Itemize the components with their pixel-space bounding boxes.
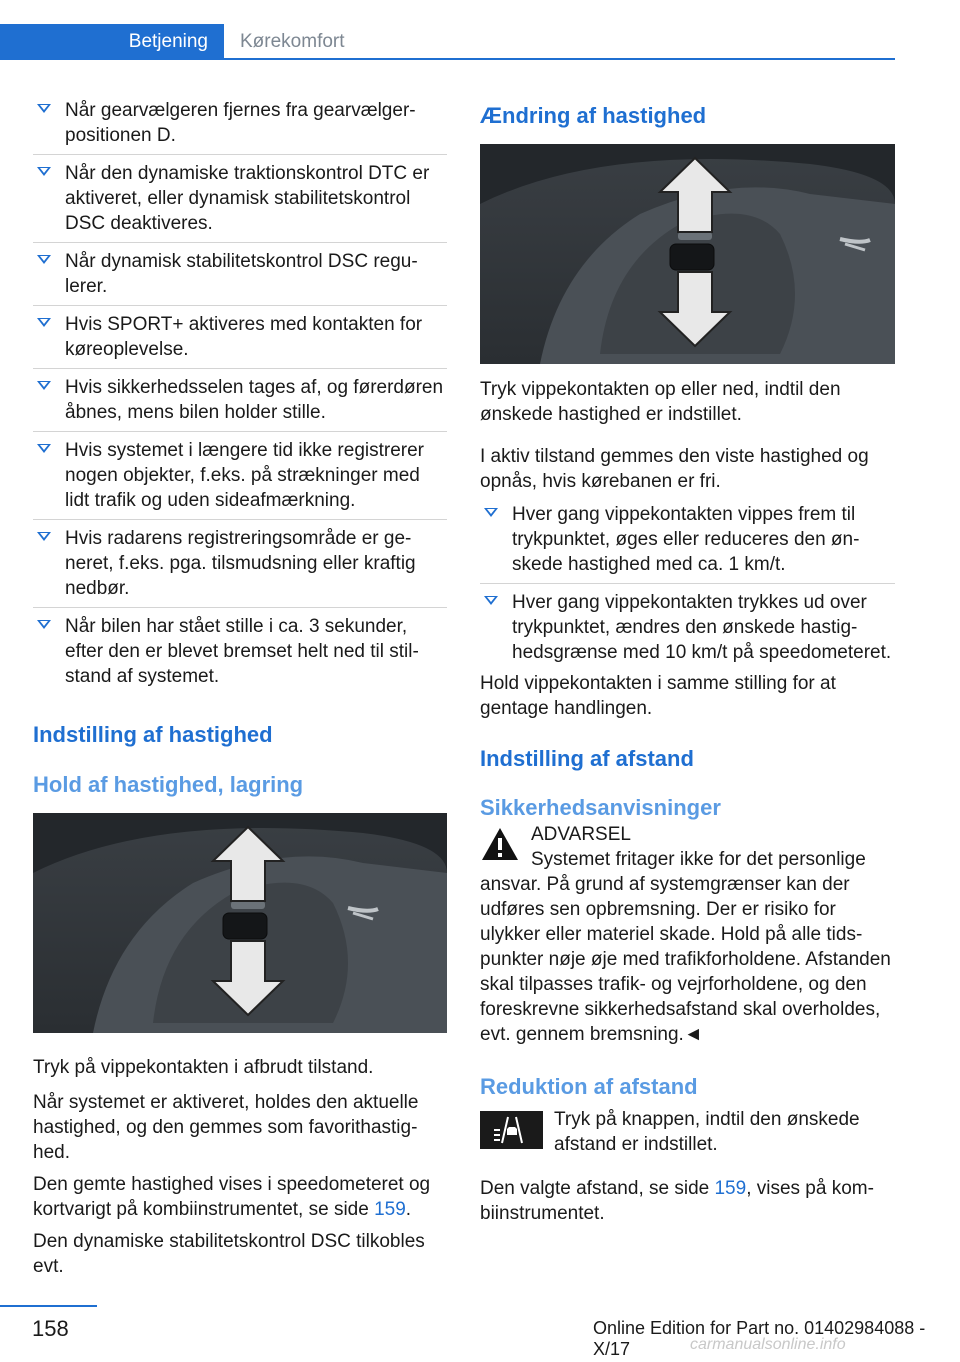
list-item: Når dynamisk stabilitetskontrol DSC regulerer. (33, 243, 447, 306)
page-link[interactable]: 159 (374, 1199, 406, 1220)
list-item: Hvis systemet i længere tid ikke registrerer nogen objekter, f.eks. på strækninger med lidt trafik og uden sideafmærkning. (33, 432, 447, 520)
tab-korekomfort[interactable]: Kørekomfort (240, 31, 345, 52)
paragraph: Når systemet er aktiveret, holdes den aktuelle hastighed, og den gemmes som favorithastighed. (33, 1092, 419, 1163)
triangle-bullet-icon (482, 595, 500, 605)
footer-divider (0, 1305, 97, 1307)
list-item: Når bilen har stået stille i ca. 3 sekunder, efter den er blevet bremset helt ned til stilstand af systemet. (33, 608, 447, 695)
triangle-bullet-icon (35, 380, 53, 390)
paragraph: Tryk vippekontakten op eller ned, indtil den ønskede hastighed er indstillet. (480, 379, 841, 425)
steering-wheel-figure (480, 144, 895, 364)
steering-wheel-figure (33, 813, 447, 1033)
distance-button-icon (480, 1111, 543, 1149)
header-tabs (0, 24, 895, 60)
button-instruction: Tryk på knappen, indtil den ønskede afstand er indstillet. (554, 1109, 860, 1155)
tab-betjening[interactable]: Betjening (0, 24, 224, 60)
condition-list (33, 92, 447, 695)
subsection-title: Sikkerhedsanvisninger (480, 795, 721, 820)
triangle-bullet-icon (35, 317, 53, 327)
paragraph: Den gemte hastighed vises i speedometeret og kortvarigt på kombiinstrumentet, se side 159. (33, 1174, 431, 1220)
triangle-bullet-icon (35, 619, 53, 629)
warning-title: ADVARSEL (531, 824, 631, 845)
paragraph: Hold vippekontakten i samme stilling for at gentage handlingen. (480, 673, 836, 719)
right-column (480, 98, 895, 1226)
page-number: 158 (32, 1316, 69, 1341)
edition-text: Online Edition for Part no. 01402984088 - X/17 (593, 1318, 926, 1359)
left-column (33, 98, 447, 1279)
list-item: Når gearvælgeren fjernes fra gearvælgerpositionen D. (33, 92, 447, 155)
warning-text: ansvar. På grund af systemgrænser kan der udføres sen opbremsning. Der er risiko for ulykker eller materiel skade. Hold på alle tidspunkter nøje øje med trafikforholdene. Afstanden skal tilpasses trafik- og vejrforholdene, og den foreskrevne sikkerhedsafstand skal overholdes, evt. gennem bremsning.◄ (480, 874, 891, 1045)
triangle-bullet-icon (35, 103, 53, 113)
paragraph: I aktiv tilstand gemmes den viste hastighed og opnås, hvis kørebanen er fri. (480, 446, 869, 492)
list-item: Når den dynamiske traktionskontrol DTC er aktiveret, eller dynamisk stabilitetskontrol DSC deaktiveres. (33, 155, 447, 243)
section-title: Indstilling af afstand (480, 746, 694, 771)
list-item: Hvis SPORT+ aktiveres med kontakten for køreoplevelse. (33, 306, 447, 369)
triangle-bullet-icon (35, 531, 53, 541)
triangle-bullet-icon (35, 166, 53, 176)
subsection-title: Hold af hastighed, lagring (33, 772, 304, 797)
list-item: Hver gang vippekontakten vippes frem til trykpunktet, øges eller reduceres den ønskede hastighed med ca. 1 km/t. (480, 496, 895, 584)
header-divider (0, 58, 895, 60)
section-title: Indstilling af hastighed (33, 722, 273, 747)
triangle-bullet-icon (35, 443, 53, 453)
warning-text: Systemet fritager ikke for det personlige (531, 849, 866, 870)
list-item: Hver gang vippekontakten trykkes ud over trykpunktet, ændres den ønskede hastighedsgrænse med 10 km/t på speedometeret. (480, 584, 895, 671)
subsection-title: Reduktion af afstand (480, 1074, 698, 1099)
triangle-bullet-icon (35, 254, 53, 264)
speed-change-list (480, 496, 895, 671)
paragraph: Den valgte afstand, se side 159, vises på kombiinstrumentet. (480, 1178, 874, 1224)
warning-triangle-icon (480, 826, 520, 869)
section-title: Ændring af hastighed (480, 103, 707, 128)
watermark: carmanualsonline.info (690, 1336, 846, 1353)
paragraph: Den dynamiske stabilitetskontrol DSC tilkobles evt. (33, 1231, 425, 1277)
paragraph: Tryk på vippekontakten i afbrudt tilstand. (33, 1057, 374, 1078)
warning-box (480, 822, 895, 1047)
steering-wheel-illustration (33, 813, 447, 1033)
page-link[interactable]: 159 (714, 1178, 747, 1199)
triangle-bullet-icon (482, 507, 500, 517)
steering-wheel-illustration (480, 144, 895, 364)
list-item: Hvis sikkerhedsselen tages af, og førerdøren åbnes, mens bilen holder stille. (33, 369, 447, 432)
list-item: Hvis radarens registreringsområde er generet, f.eks. pga. tilsmudsning eller kraftig nedbør. (33, 520, 447, 608)
distance-button-row (480, 1107, 895, 1157)
